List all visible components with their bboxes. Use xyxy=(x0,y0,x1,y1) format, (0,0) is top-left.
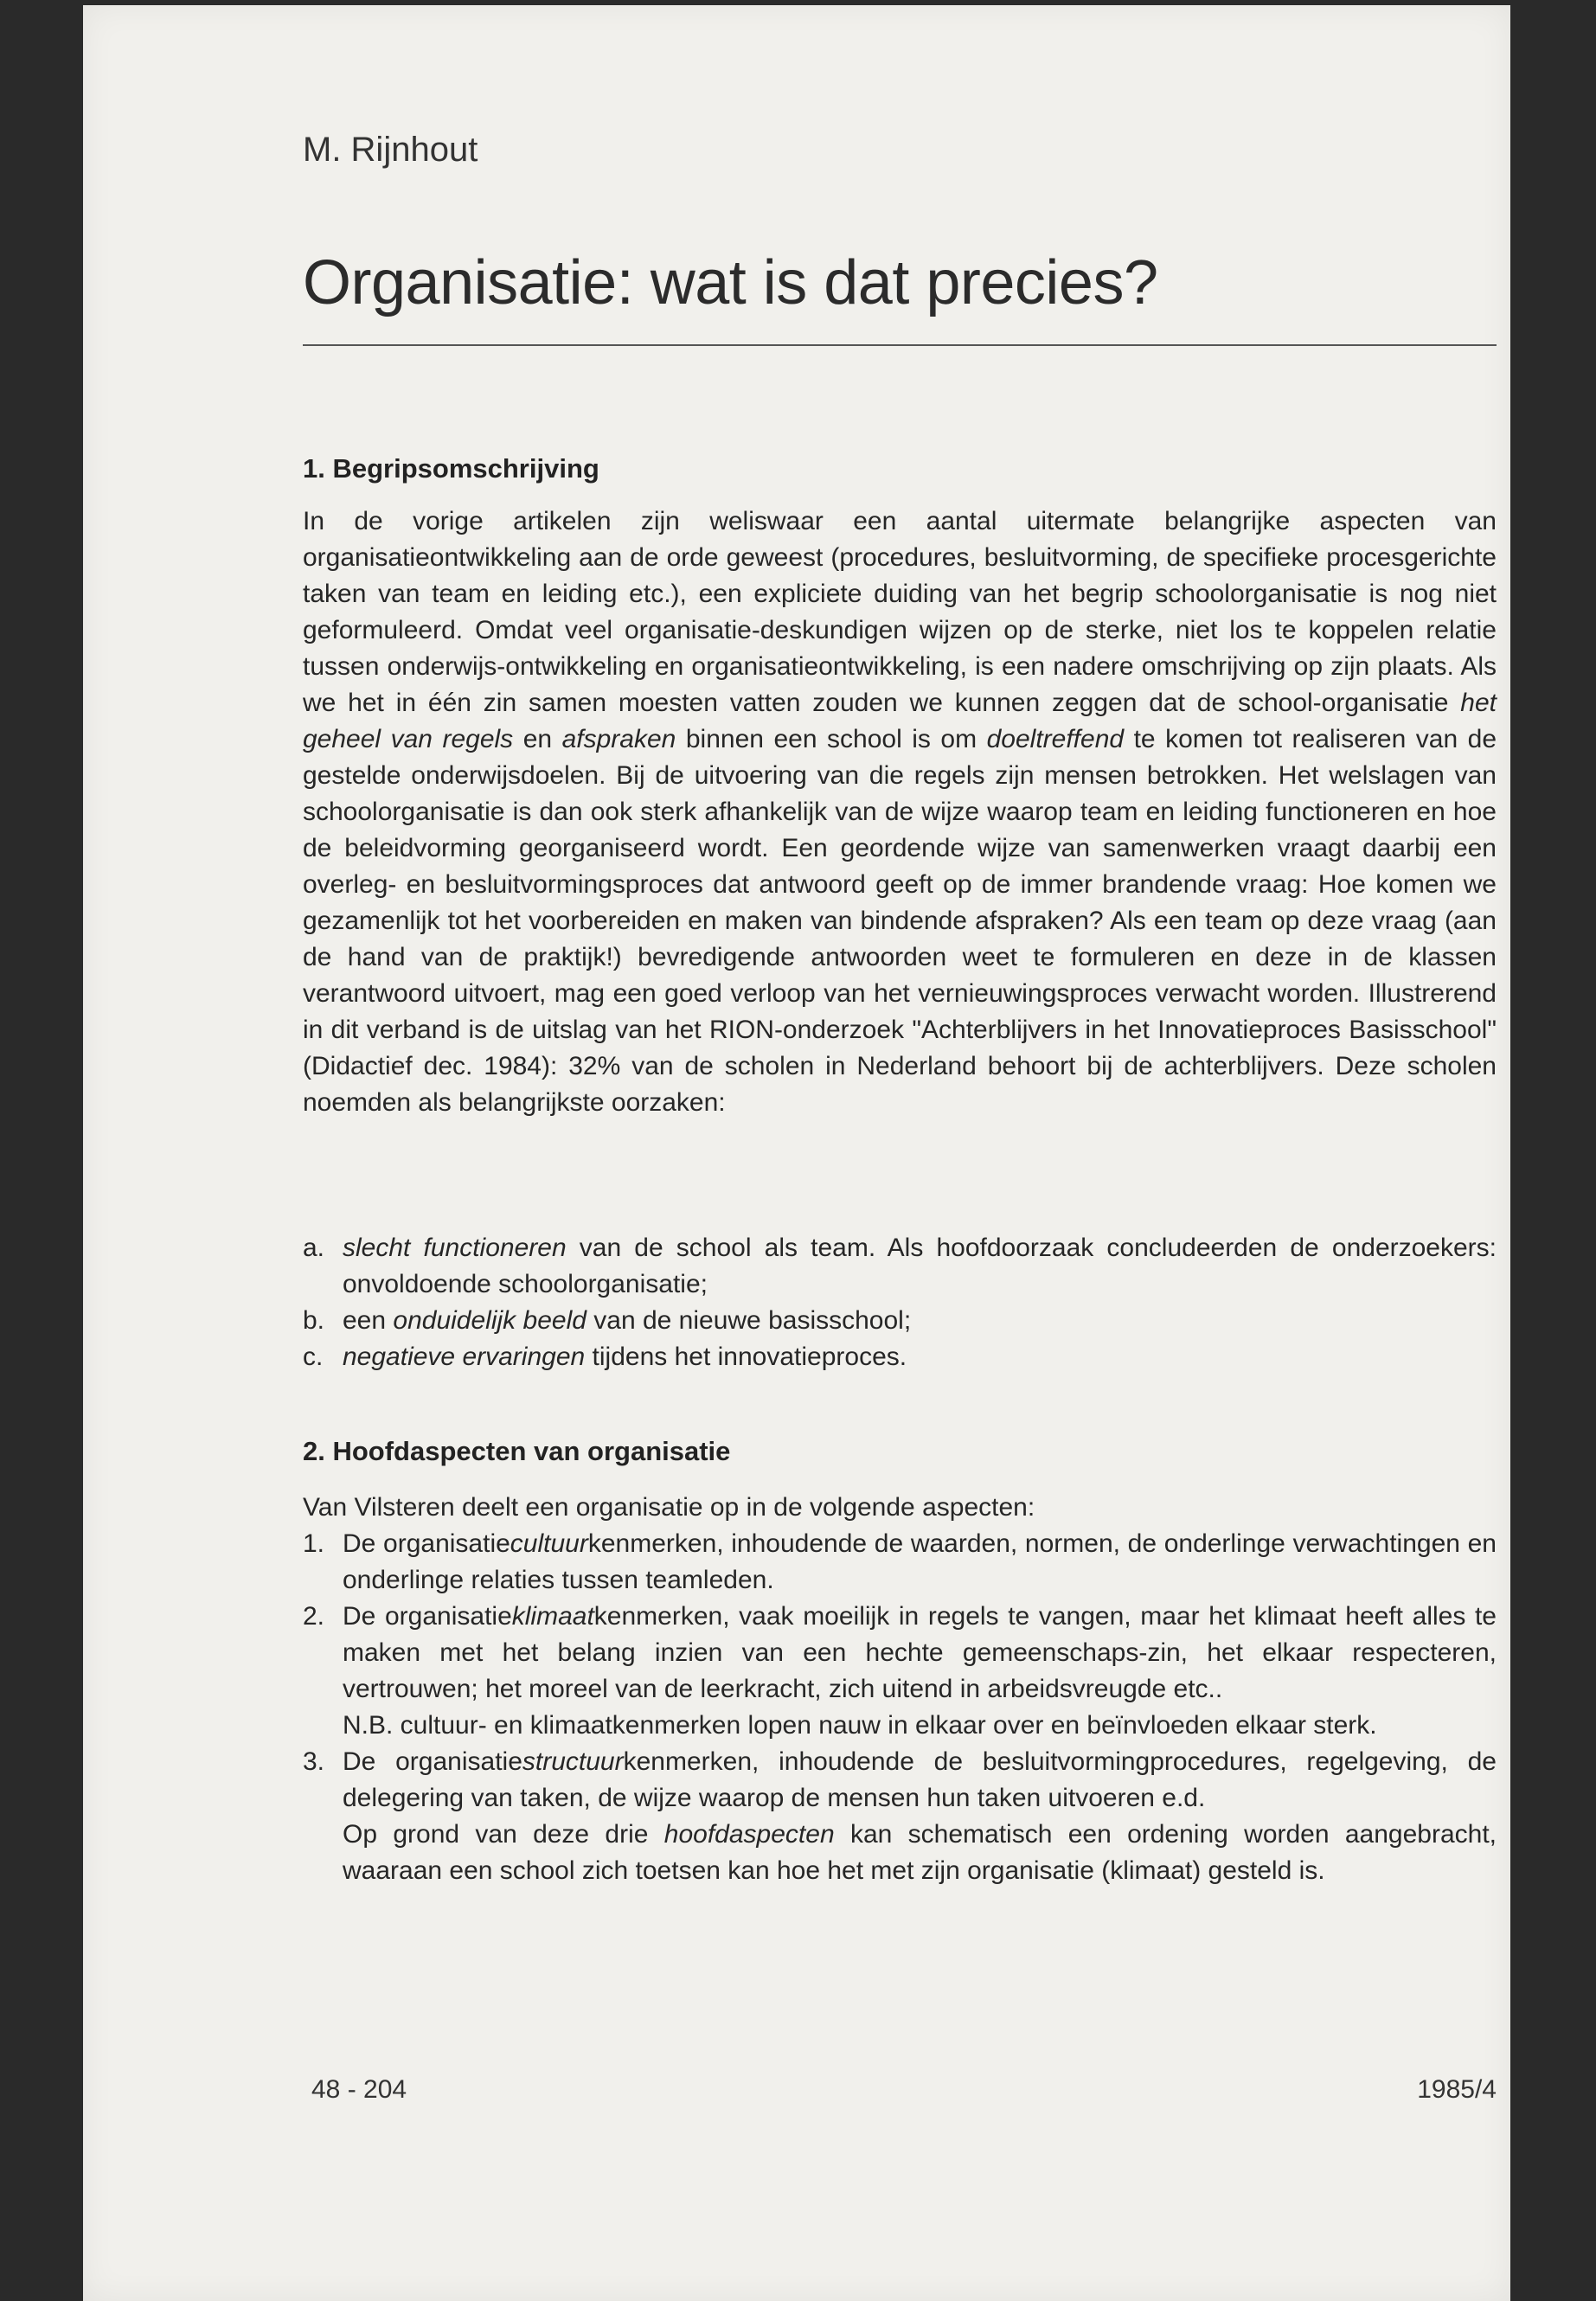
list-item-text: van de school als team. Als hoofdoorzaak concludeerden de onderzoekers: onvoldoende schoolorganisatie; xyxy=(343,1234,1497,1298)
emphasis-text: het geheel van regels xyxy=(303,689,1497,753)
list-item-text: tijdens het innovatieproces. xyxy=(592,1343,907,1371)
emphasis-text: hoofdaspecten xyxy=(663,1820,835,1849)
article-title: Organisatie: wat is dat precies? xyxy=(303,248,1158,317)
list-item-note-text: kan schematisch een ordening worden aangebracht, waaraan een school zich toetsen kan hoe het met zijn organisatie (klimaat) gesteld is. xyxy=(343,1820,1497,1885)
list-marker: 3. xyxy=(303,1747,325,1776)
section-1-cause-list xyxy=(303,1230,1497,1375)
list-item-text: kenmerken, inhoudende de waarden, normen, de onderlinge verwachtingen en onderlinge relaties tussen teamleden. xyxy=(343,1529,1497,1594)
section-heading-1: 1. Begripsomschrijving xyxy=(303,453,599,484)
section-heading-2: 2. Hoofdaspecten van organisatie xyxy=(303,1436,731,1466)
list-item xyxy=(303,1744,1497,1889)
list-item xyxy=(303,1303,1497,1339)
emphasis-text: klimaat xyxy=(511,1602,594,1631)
list-marker: 1. xyxy=(303,1529,325,1558)
emphasis-text: afspraken xyxy=(561,725,676,753)
emphasis-text: cultuur xyxy=(510,1529,588,1558)
list-item xyxy=(303,1526,1497,1599)
paragraph-text: binnen een school is om xyxy=(685,725,977,753)
list-item-text: van de nieuwe basisschool; xyxy=(593,1306,912,1335)
list-item xyxy=(303,1230,1497,1303)
list-marker: c. xyxy=(303,1343,324,1371)
author-name: M. Rijnhout xyxy=(303,131,478,169)
title-divider xyxy=(303,344,1497,346)
list-item-note xyxy=(343,1817,1497,1889)
scanned-page xyxy=(83,5,1510,2301)
section-2-intro: Van Vilsteren deelt een organisatie op in de volgende aspecten: xyxy=(303,1493,1035,1522)
emphasis-text: doeltreffend xyxy=(986,725,1125,753)
list-item-text: kenmerken, inhoudende de besluitvormingprocedures, regelgeving, de delegering van taken, de wijze waarop de mensen hun taken uitvoeren e.d. xyxy=(343,1747,1497,1812)
paragraph-text: en xyxy=(522,725,553,753)
list-item-note-text: Op grond van deze drie xyxy=(343,1820,649,1849)
list-item xyxy=(303,1339,1497,1375)
paragraph-text: In de vorige artikelen zijn weliswaar een aantal uitermate belangrijke aspecten van organisatieontwikkeling aan de orde geweest (procedures, besluitvorming, de specifieke procesgerichte taken van team en leiding etc.), een expliciete duiding van het begrip schoolorganisatie is nog niet geformuleerd. Omdat veel organisatie-deskundigen wijzen op de sterke, niet los te koppelen relatie tussen onderwijs-ontwikkeling en organisatieontwikkeling, is een nadere omschrijving op zijn plaats. Als we het in één zin samen moesten vatten zouden we kunnen zeggen dat de school-organisatie xyxy=(303,507,1497,717)
list-marker: a. xyxy=(303,1234,325,1262)
page-number: 48 - 204 xyxy=(311,2075,407,2104)
list-marker: 2. xyxy=(303,1602,325,1631)
list-item-text: een xyxy=(343,1306,387,1335)
emphasis-text: onduidelijk beeld xyxy=(393,1306,586,1335)
list-item-text: De organisatie xyxy=(343,1602,512,1631)
list-item-text: kenmerken, vaak moeilijk in regels te vangen, maar het klimaat heeft alles te maken met het belang inzien van een hechte gemeenschaps-zin, het elkaar respecteren, vertrouwen; het moreel van de leerkracht, zich uitend in arbeidsvreugde etc.. xyxy=(343,1602,1497,1703)
emphasis-text: slecht functioneren xyxy=(343,1234,567,1262)
section-2-aspect-list xyxy=(303,1526,1497,1889)
list-item-text: De organisatie xyxy=(343,1747,522,1776)
section-1-paragraph xyxy=(303,503,1497,1121)
paragraph-text: te komen tot realiseren van de gestelde onderwijsdoelen. Bij de uitvoering van die regels zijn mensen betrokken. Het welslagen van schoolorganisatie is dan ook sterk afhankelijk van de wijze waarop team en leiding functioneren en hoe de beleidvorming georganiseerd wordt. Een geordende wijze van samenwerken vraagt daarbij een overleg- en besluitvormingsproces dat antwoord geeft op de immer brandende vraag: Hoe komen we gezamenlijk tot het voorbereiden en maken van bindende afspraken? Als een team op deze vraag (aan de hand van de praktijk!) bevredigende antwoorden weet te formuleren en deze in de klassen verantwoord uitvoert, mag een goed verloop van het vernieuwingsproces verwacht worden. Illustrerend in dit verband is de uitslag van het RION-onderzoek "Achterblijvers in het Innovatieproces Basisschool" (Didactief dec. 1984): 32% van de scholen in Nederland behoort bij de achterblijvers. Deze scholen noemden als belangrijkste oorzaken: xyxy=(303,725,1497,1117)
emphasis-text: structuur xyxy=(522,1747,624,1776)
list-item-text: De organisatie xyxy=(343,1529,510,1558)
list-item xyxy=(303,1599,1497,1744)
emphasis-text: negatieve ervaringen xyxy=(343,1343,586,1371)
list-marker: b. xyxy=(303,1306,325,1335)
list-item-note: N.B. cultuur- en klimaatkenmerken lopen nauw in elkaar over en beïnvloeden elkaar sterk. xyxy=(343,1711,1377,1740)
issue-number: 1985/4 xyxy=(1417,2075,1497,2104)
